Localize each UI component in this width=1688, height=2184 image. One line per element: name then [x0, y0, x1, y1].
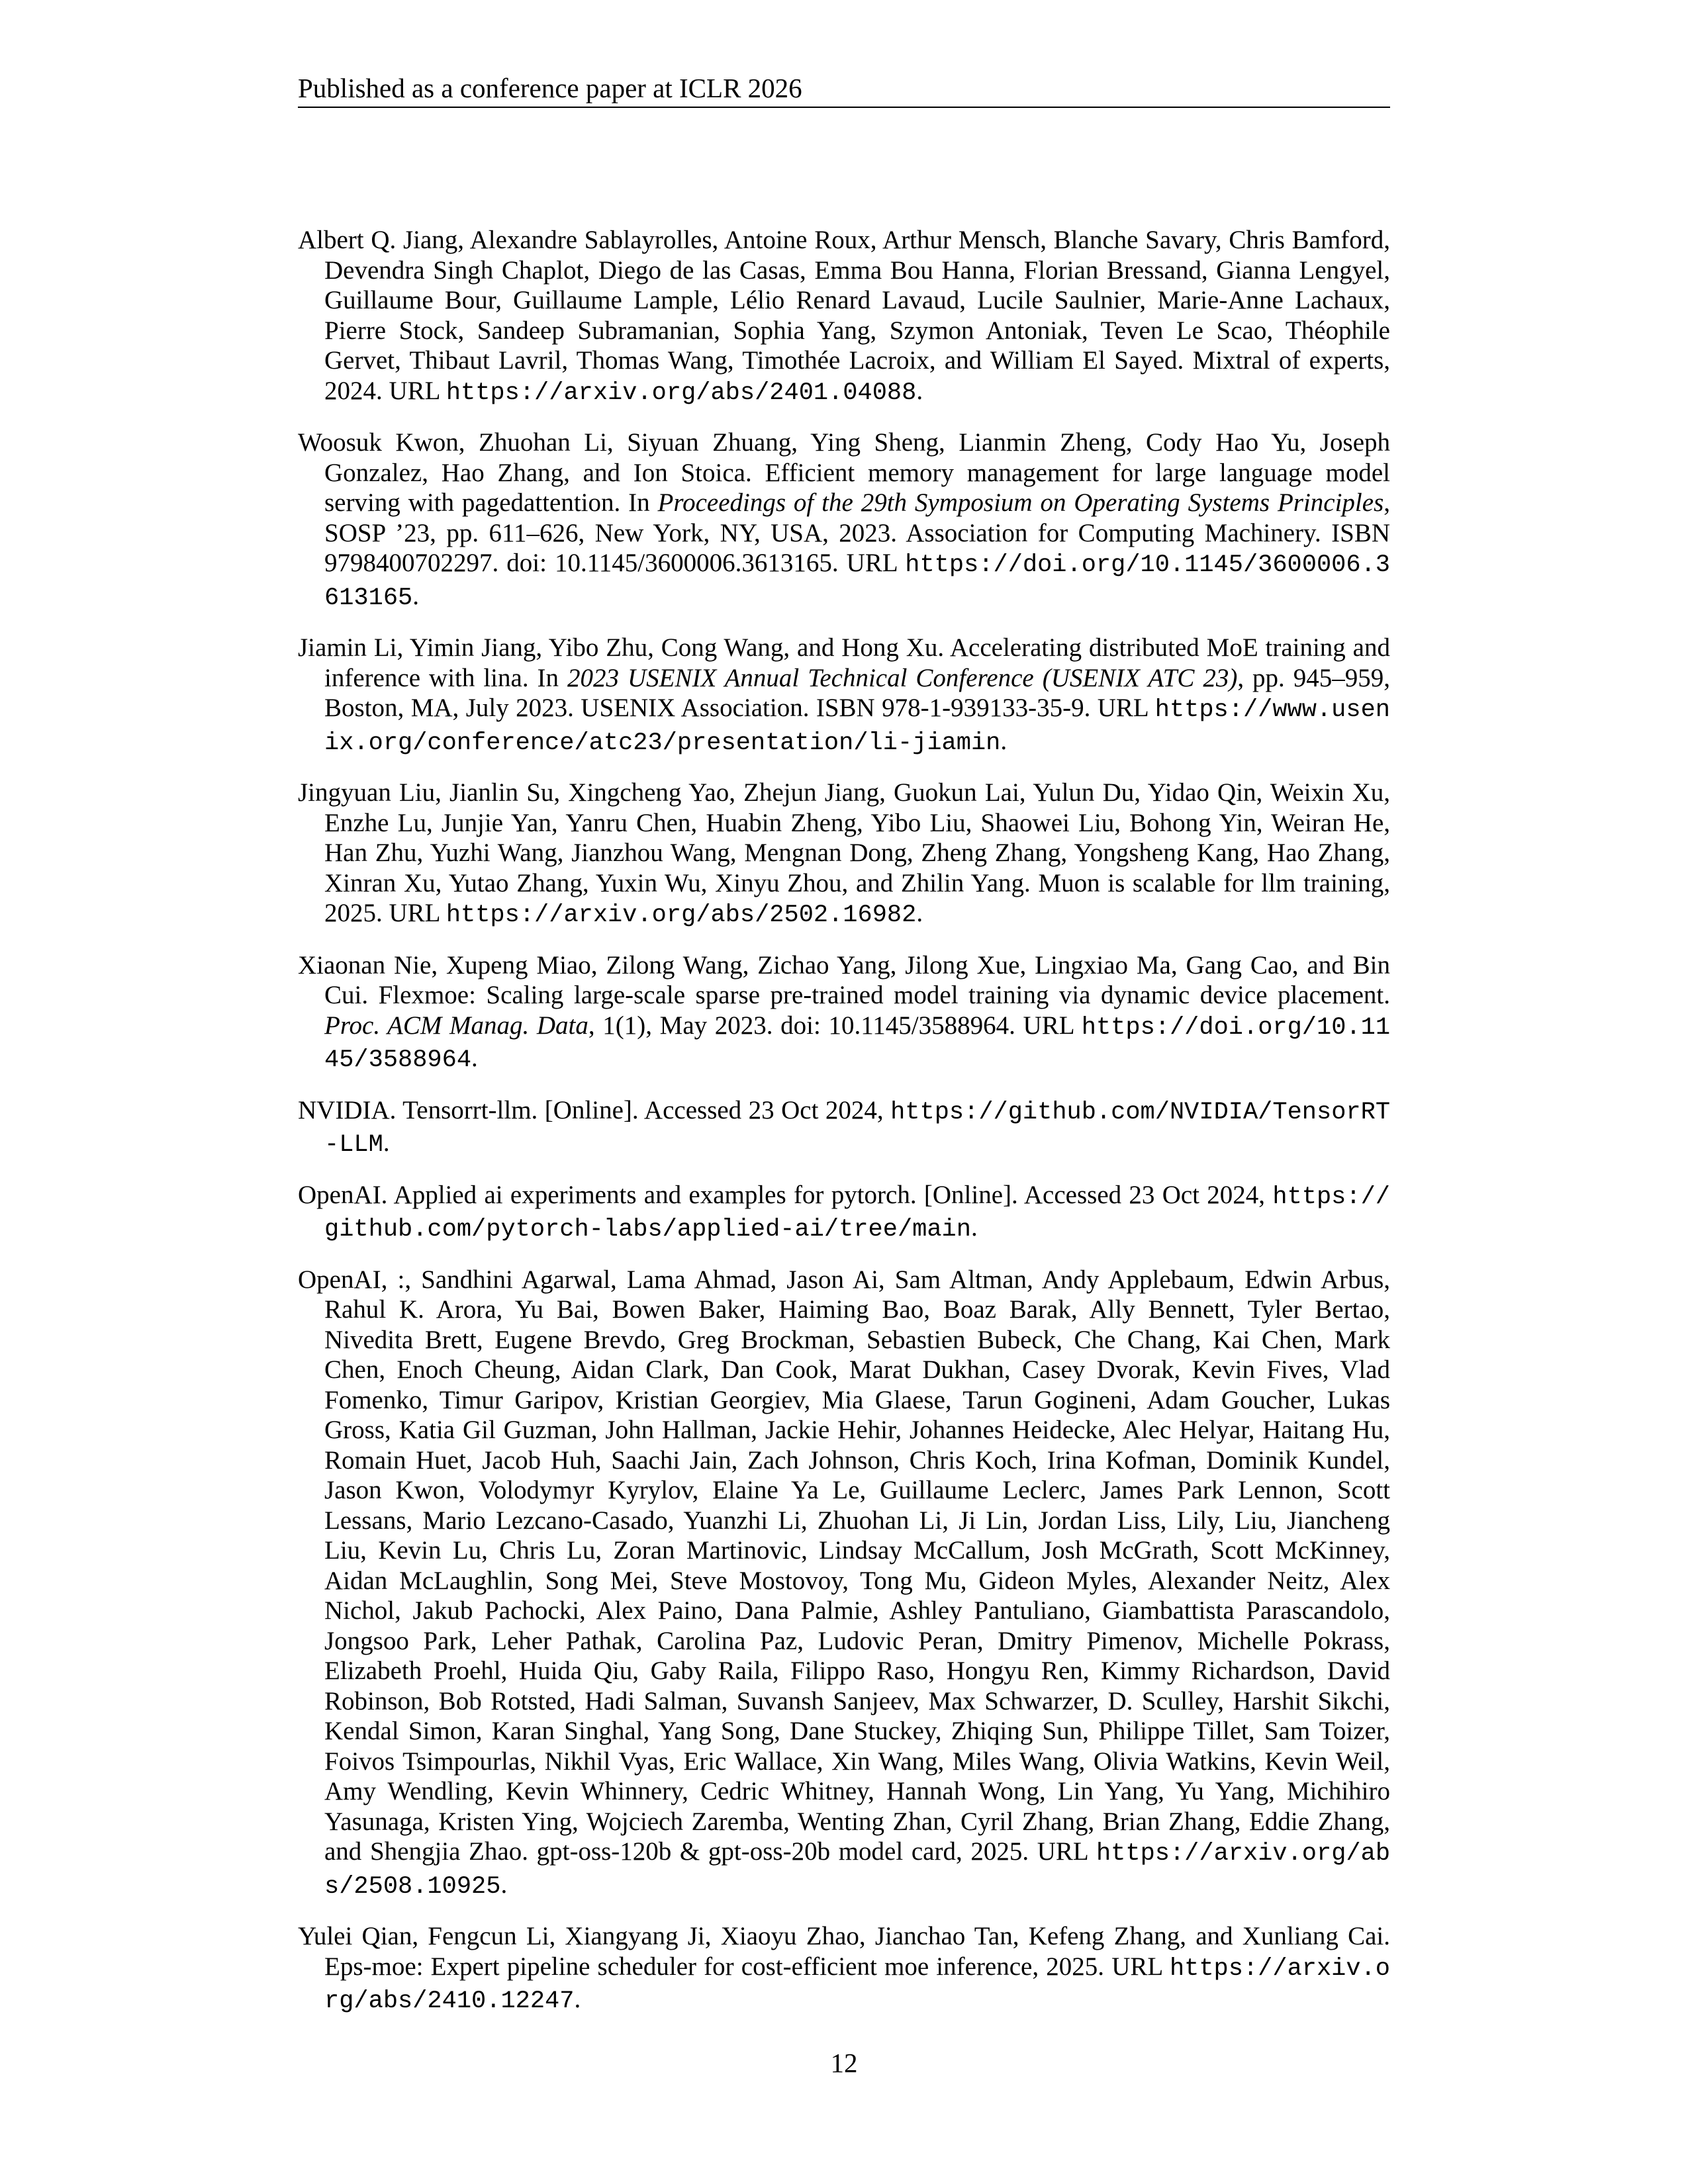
ref-authors: Jingyuan Liu, Jianlin Su, Xingcheng Yao, Zhejun Jiang, Guokun Lai, Yulun Du, Yidao Qin, Weixin Xu, Enzhe Lu, Junjie Yan, Yanru Chen, Huabin Zheng, Yibo Liu, Shaowei Liu, Bohong Yin, Weiran He, Han Zhu, Yuzhi Wang, Jianzhou Wang, Mengnan Dong, Zheng Zhang, Yongsheng Kang, Hao Zhang, Xinran Xu, Yutao Zhang, Yuxin Wu, Xinyu Zhou, and Zhilin Yang.	[298, 778, 1390, 897]
ref-body: Applied ai experiments and examples for pytorch. [Online]. Accessed 23 Oct 2024,	[393, 1180, 1266, 1209]
reference-openai-gpt-oss: OpenAI, :, Sandhini Agarwal, Lama Ahmad, Jason Ai, Sam Altman, Andy Applebaum, Edwin Arbus, Rahul K. Arora, Yu Bai, Bowen Baker, Haiming Bao, Boaz Barak, Ally Bennett, Tyler Bertao, Nivedita Brett, Eugene Brevdo, Greg Brockman, Sebastien Bubeck, Che Chang, Kai Chen, Mark Chen, Enoch Cheung, Aidan Clark, Dan Cook, Marat Dukhan, Casey Dvorak, Kevin Fives, Vlad Fomenko, Timur Garipov, Kristian Georgiev, Mia Glaese, Tarun Gogineni, Adam Goucher, Lukas Gross, Katia Gil Guzman, John Hallman, Jackie Hehir, Johannes Heidecke, Alec Helyar, Haitang Hu, Romain Huet, Jacob Huh, Saachi Jain, Zach Johnson, Chris Koch, Irina Kofman, Dominik Kundel, Jason Kwon, Volodymyr Kyrylov, Elaine Ya Le, Guillaume Leclerc, James Park Lennon, Scott Lessans, Mario Lezcano-Casado, Yuanzhi Li, Zhuohan Li, Ji Lin, Jordan Liss, Lily, Liu, Jiancheng Liu, Kevin Lu, Chris Lu, Zoran Martinovic, Lindsay McCallum, Josh McGrath, Scott McKinney, Aidan McLaughlin, Song Mei, Steve Mostovoy, Tong Mu, Gideon Myles, Alexander Neitz, Alex Nichol, Jakub Pachocki, Alex Paino, Dana Palmie, Ashley Pantuliano, Giambattista Parascandolo, Jongsoo Park, Leher Pathak, Carolina Paz, Ludovic Peran, Dmitry Pimenov, Michelle Pokrass, Elizabeth Proehl, Huida Qiu, Gaby Raila, Filippo Raso, Hongyu Ren, Kimmy Richardson, David Robinson, Bob Rotsted, Hadi Salman, Suvansh Sanjeev, Max Schwarzer, D. Sculley, Harshit Sikchi, Kendal Simon, Karan Singhal, Yang Song, Dane Stuckey, Zhiqing Sun, Philippe Tillet, Sam Toizer, Foivos Tsimpourlas, Nikhil Vyas, Eric Wallace, Xin Wang, Miles Wang, Olivia Watkins, Kevin Weil, Amy Wendling, Kevin Whinnery, Cedric Whitney, Hannah Wong, Lin Yang, Yu Yang, Michihiro Yasunaga, Kristen Ying, Wojciech Zaremba, Wenting Zhan, Cyril Zhang, Brian Zhang, Eddie Zhang, and Shengjia Zhao. gpt-oss-120b & gpt-oss-20b model card, 2025. URL https://arxiv.org/abs/2508.10925.	[298, 1265, 1391, 1901]
ref-authors: Xiaonan Nie, Xupeng Miao, Zilong Wang, Zichao Yang, Jilong Xue, Lingxiao Ma, Gang Cao, and Bin Cui.	[298, 950, 1390, 1009]
running-header	[298, 71, 1390, 108]
reference-openai-applied-ai: OpenAI. Applied ai experiments and examples for pytorch. [Online]. Accessed 23 Oct 2024, https://github.com/pytorch-labs/applied-ai/tree/main.	[298, 1180, 1390, 1244]
ref-body: Efficient memory management for large language model serving with pagedattention. In	[324, 458, 1390, 517]
ref-body: , SOSP ’23, pp. 611–626, New York, NY, USA, 2023. Association for Computing Machinery. ISBN 9798400702297. doi: 10.1145/3600006.3613165. URL	[324, 488, 1390, 577]
ref-body: gpt-oss-120b & gpt-oss-20b model card, 2025. URL	[536, 1837, 1088, 1866]
reference-li-2023: Jiamin Li, Yimin Jiang, Yibo Zhu, Cong Wang, and Hong Xu. Accelerating distributed MoE training and inference with lina. In 2023 USENIX Annual Technical Conference (USENIX ATC 23), pp. 945–959, Boston, MA, July 2023. USENIX Association. ISBN 978-1-939133-35-9. URL https://www.usenix.org/conference/atc23/presentation/li-jiamin.	[298, 633, 1391, 757]
ref-authors: Yulei Qian, Fengcun Li, Xiangyang Ji, Xiaoyu Zhao, Jianchao Tan, Kefeng Zhang, and Xunliang Cai.	[298, 1922, 1390, 1950]
ref-url-link[interactable]: https://arxiv.org/abs/2401.04088	[445, 379, 917, 407]
reference-jiang-2024: Albert Q. Jiang, Alexandre Sablayrolles, Antoine Roux, Arthur Mensch, Blanche Savary, Chris Bamford, Devendra Singh Chaplot, Diego de las Casas, Emma Bou Hanna, Florian Bressand, Gianna Lengyel, Guillaume Bour, Guillaume Lample, Lélio Renard Lavaud, Lucile Saulnier, Marie-Anne Lachaux, Pierre Stock, Sandeep Subramanian, Sophia Yang, Szymon Antoniak, Teven Le Scao, Théophile Gervet, Thibaut Lavril, Thomas Wang, Timothée Lacroix, and William El Sayed. Mixtral of experts, 2024. URL https://arxiv.org/abs/2401.04088.	[298, 226, 1391, 407]
reference-nvidia: NVIDIA. Tensorrt-llm. [Online]. Accessed 23 Oct 2024, https://github.com/NVIDIA/TensorRT-LLM.	[298, 1095, 1391, 1159]
ref-url-link[interactable]: https://arxiv.org/abs/2502.16982	[445, 901, 917, 929]
ref-body: , pp. 945–959, Boston, MA, July 2023. USENIX Association. ISBN 978-1-939133-35-9. URL	[324, 663, 1391, 722]
reference-nie-2023: Xiaonan Nie, Xupeng Miao, Zilong Wang, Zichao Yang, Jilong Xue, Lingxiao Ma, Gang Cao, and Bin Cui. Flexmoe: Scaling large-scale sparse pre-trained model training via dynamic device placement. Proc. ACM Manag. Data, 1(1), May 2023. doi: 10.1145/3588964. URL https://doi.org/10.1145/3588964.	[298, 950, 1391, 1074]
ref-body: Accelerating distributed MoE training and inference with lina. In	[324, 633, 1390, 692]
ref-venue: Proc. ACM Manag. Data	[324, 1011, 588, 1040]
reference-kwon-2023: Woosuk Kwon, Zhuohan Li, Siyuan Zhuang, Ying Sheng, Lianmin Zheng, Cody Hao Yu, Joseph Gonzalez, Hao Zhang, and Ion Stoica. Efficient memory management for large language model serving with pagedattention. In Proceedings of the 29th Symposium on Operating Systems Principles, SOSP ’23, pp. 611–626, New York, NY, USA, 2023. Association for Computing Machinery. ISBN 9798400702297. doi: 10.1145/3600006.3613165. URL https://doi.org/10.1145/3600006.3613165.	[298, 428, 1390, 612]
ref-url-link[interactable]: https://github.com/pytorch-labs/applied-ai/tree/main	[324, 1183, 1390, 1244]
ref-url-link[interactable]: https://doi.org/10.1145/3600006.3613165	[324, 551, 1390, 612]
ref-body: Muon is scalable for llm training, 2025. URL	[324, 868, 1390, 927]
header-text: Published as a conference paper at ICLR 2026	[298, 73, 802, 103]
ref-body: , 1(1), May 2023. doi: 10.1145/3588964. URL	[588, 1011, 1074, 1040]
ref-authors: NVIDIA.	[298, 1095, 397, 1124]
ref-authors: Jiamin Li, Yimin Jiang, Yibo Zhu, Cong Wang, and Hong Xu.	[298, 633, 945, 662]
ref-venue: Proceedings of the 29th Symposium on Operating Systems Principles	[657, 488, 1384, 517]
ref-url-link[interactable]: https://www.usenix.org/conference/atc23/presentation/li-jiamin	[324, 696, 1390, 757]
ref-url-link[interactable]: https://github.com/NVIDIA/TensorRT-LLM	[324, 1098, 1391, 1159]
ref-venue: 2023 USENIX Annual Technical Conference (USENIX ATC 23)	[567, 663, 1238, 692]
ref-authors: OpenAI.	[298, 1180, 388, 1209]
ref-url-link[interactable]: https://arxiv.org/abs/2508.10925	[324, 1840, 1391, 1901]
page-number: 12	[830, 2048, 858, 2078]
ref-body: Mixtral of experts, 2024. URL	[324, 346, 1391, 405]
reference-list	[298, 225, 1390, 2036]
ref-url-link[interactable]: https://doi.org/10.1145/3588964	[324, 1013, 1391, 1074]
ref-authors: Albert Q. Jiang, Alexandre Sablayrolles, Antoine Roux, Arthur Mensch, Blanche Savary, Chris Bamford, Devendra Singh Chaplot, Diego de las Casas, Emma Bou Hanna, Florian Bressand, Gianna Lengyel, Guillaume Bour, Guillaume Lample, Lélio Renard Lavaud, Lucile Saulnier, Marie-Anne Lachaux, Pierre Stock, Sandeep Subramanian, Sophia Yang, Szymon Antoniak, Teven Le Scao, Théophile Gervet, Thibaut Lavril, Thomas Wang, Timothée Lacroix, and William El Sayed.	[298, 226, 1390, 375]
reference-qian-2025: Yulei Qian, Fengcun Li, Xiangyang Ji, Xiaoyu Zhao, Jianchao Tan, Kefeng Zhang, and Xunliang Cai. Eps-moe: Expert pipeline scheduler for cost-efficient moe inference, 2025. URL https://arxiv.org/abs/2410.12247.	[298, 1922, 1390, 2015]
reference-liu-2025: Jingyuan Liu, Jianlin Su, Xingcheng Yao, Zhejun Jiang, Guokun Lai, Yulun Du, Yidao Qin, Weixin Xu, Enzhe Lu, Junjie Yan, Yanru Chen, Huabin Zheng, Yibo Liu, Shaowei Liu, Bohong Yin, Weiran He, Han Zhu, Yuzhi Wang, Jianzhou Wang, Mengnan Dong, Zheng Zhang, Yongsheng Kang, Hao Zhang, Xinran Xu, Yutao Zhang, Yuxin Wu, Xinyu Zhou, and Zhilin Yang. Muon is scalable for llm training, 2025. URL https://arxiv.org/abs/2502.16982.	[298, 778, 1390, 929]
ref-body: Tensorrt-llm. [Online]. Accessed 23 Oct 2024,	[402, 1095, 884, 1124]
ref-body: Flexmoe: Scaling large-scale sparse pre-trained model training via dynamic device placement.	[378, 981, 1390, 1009]
ref-authors: Woosuk Kwon, Zhuohan Li, Siyuan Zhuang, Ying Sheng, Lianmin Zheng, Cody Hao Yu, Joseph Gonzalez, Hao Zhang, and Ion Stoica.	[298, 428, 1390, 487]
ref-body: Eps-moe: Expert pipeline scheduler for cost-efficient moe inference, 2025. URL	[324, 1952, 1162, 1981]
ref-url-link[interactable]: https://arxiv.org/abs/2410.12247	[324, 1954, 1390, 2015]
ref-authors: OpenAI, :, Sandhini Agarwal, Lama Ahmad, Jason Ai, Sam Altman, Andy Applebaum, Edwin Arbus, Rahul K. Arora, Yu Bai, Bowen Baker, Haiming Bao, Boaz Barak, Ally Bennett, Tyler Bertao, Nivedita Brett, Eugene Brevdo, Greg Brockman, Sebastien Bubeck, Che Chang, Kai Chen, Mark Chen, Enoch Cheung, Aidan Clark, Dan Cook, Marat Dukhan, Casey Dvorak, Kevin Fives, Vlad Fomenko, Timur Garipov, Kristian Georgiev, Mia Glaese, Tarun Gogineni, Adam Goucher, Lukas Gross, Katia Gil Guzman, John Hallman, Jackie Hehir, Johannes Heidecke, Alec Helyar, Haitang Hu, Romain Huet, Jacob Huh, Saachi Jain, Zach Johnson, Chris Koch, Irina Kofman, Dominik Kundel, Jason Kwon, Volodymyr Kyrylov, Elaine Ya Le, Guillaume Leclerc, James Park Lennon, Scott Lessans, Mario Lezcano-Casado, Yuanzhi Li, Zhuohan Li, Ji Lin, Jordan Liss, Lily, Liu, Jiancheng Liu, Kevin Lu, Chris Lu, Zoran Martinovic, Lindsay McCallum, Josh McGrath, Scott McKinney, Aidan McLaughlin, Song Mei, Steve Mostovoy, Tong Mu, Gideon Myles, Alexander Neitz, Alex Nichol, Jakub Pachocki, Alex Paino, Dana Palmie, Ashley Pantuliano, Giambattista Parascandolo, Jongsoo Park, Leher Pathak, Carolina Paz, Ludovic Peran, Dmitry Pimenov, Michelle Pokrass, Elizabeth Proehl, Huida Qiu, Gaby Raila, Filippo Raso, Hongyu Ren, Kimmy Richardson, David Robinson, Bob Rotsted, Hadi Salman, Suvansh Sanjeev, Max Schwarzer, D. Sculley, Harshit Sikchi, Kendal Simon, Karan Singhal, Yang Song, Dane Stuckey, Zhiqing Sun, Philippe Tillet, Sam Toizer, Foivos Tsimpourlas, Nikhil Vyas, Eric Wallace, Xin Wang, Miles Wang, Olivia Watkins, Kevin Weil, Amy Wendling, Kevin Whinnery, Cedric Whitney, Hannah Wong, Lin Yang, Yu Yang, Michihiro Yasunaga, Kristen Ying, Wojciech Zaremba, Wenting Zhan, Cyril Zhang, Brian Zhang, Eddie Zhang, and Shengjia Zhao.	[298, 1265, 1390, 1866]
